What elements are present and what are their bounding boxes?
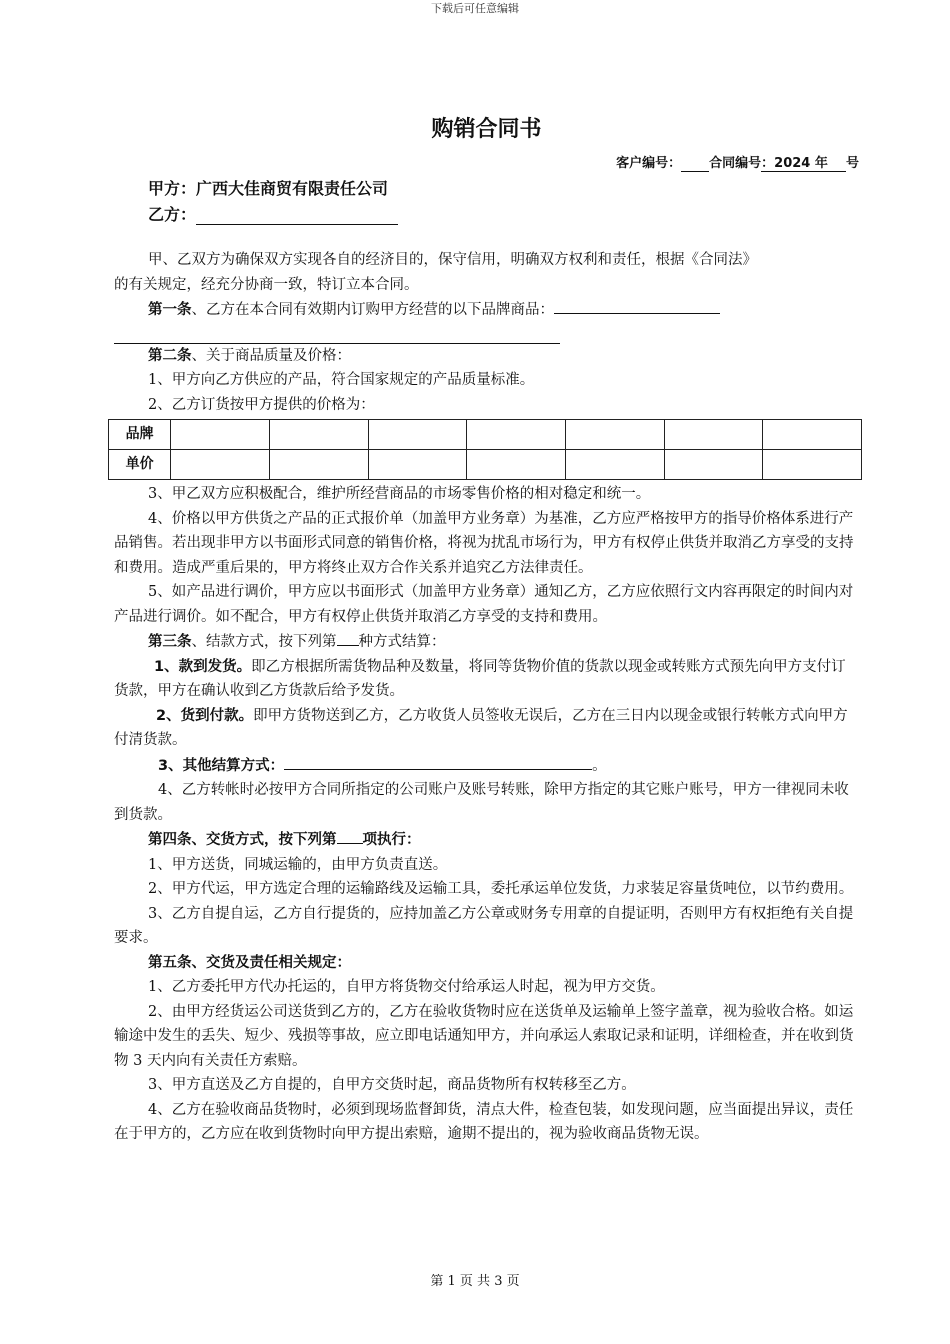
party-a-label: 甲方：	[148, 179, 197, 198]
article-2-heading: 第二条、关于商品质量及价格：	[148, 347, 351, 364]
contract-text	[114, 248, 859, 1147]
article-1: 第一条、乙方在本合同有效期内订购甲方经营的以下品牌商品：	[114, 297, 859, 323]
article-2-item-4: 4、价格以甲方供货之产品的正式报价单（加盖甲方业务章）为基准，乙方应严格按甲方的指导价格体系进行产品销售。若出现非甲方以书面形式同意的销售价格，将视为扰乱市场行为，甲方有权停止供货并取消乙方享受的支持和费用。造成严重后果的，甲方将终止双方合作关系并追究乙方法律责任。	[114, 510, 854, 576]
table-cell[interactable]	[664, 420, 763, 450]
article-5-heading: 第五条、交货及责任相关规定：	[148, 954, 351, 971]
table-cell[interactable]	[171, 450, 270, 480]
article-3-item-2: 2、货到付款。即甲方货物送到乙方，乙方收货人员签收无误后，乙方在三日内以现金或银行转帐方式向甲方付清货款。	[114, 707, 848, 748]
party-b	[148, 202, 398, 225]
article-5-item-2: 2、由甲方经货运公司送货到乙方的，乙方在验收货物时应在送货单及运输单上签字盖章，视为验收合格。如运输途中发生的丢失、短少、残损等事故，应立即电话通知甲方，并向承运人索取记录和证明，详细检查，并在收到货物 3 天内向有关责任方索赔。	[114, 1003, 854, 1069]
table-row	[109, 420, 862, 450]
brand-blank-line-2[interactable]	[114, 323, 560, 344]
party-a	[148, 176, 388, 199]
table-cell[interactable]	[565, 450, 664, 480]
table-cell[interactable]	[270, 420, 369, 450]
table-row	[109, 450, 862, 480]
article-4-heading: 第四条、交货方式，按下列第 项执行：	[114, 827, 859, 853]
hao-label: 号	[845, 156, 859, 171]
party-b-blank[interactable]	[196, 206, 398, 225]
table-cell[interactable]	[763, 420, 862, 450]
page-number: 第 1 页 共 3 页	[430, 1274, 520, 1289]
price-table	[108, 419, 862, 480]
customer-no-label: 客户编号：	[616, 156, 682, 171]
brand-label: 品牌	[109, 420, 171, 450]
contract-numbering	[616, 152, 859, 172]
table-cell[interactable]	[467, 450, 566, 480]
table-cell[interactable]	[270, 450, 369, 480]
article-3-item-1: 1、款到发货。即乙方根据所需货物品种及数量，将同等货物价值的货款以现金或转账方式预先向甲方支付订货款，甲方在确认收到乙方货款后给予发货。	[114, 658, 846, 699]
article-2-item-5: 5、如产品进行调价，甲方应以书面形式（加盖甲方业务章）通知乙方，乙方应依照行文内容再限定的时间内对产品进行调价。如不配合，甲方有权停止供货并取消乙方享受的支持和费用。	[114, 584, 854, 625]
article-5-item-4: 4、乙方在验收商品货物时，必须到现场监督卸货，清点大件，检查包装，如发现问题，应当面提出异议，责任在于甲方的，乙方应在收到货物时向甲方提出索赔，逾期不提出的，视为验收商品货物无误。	[114, 1101, 854, 1142]
contract-year[interactable]: ：2024 年	[761, 152, 846, 172]
article-3-heading: 第三条、结款方式，按下列第 种方式结算：	[114, 629, 859, 655]
article-4-item-1: 1、甲方送货，同城运输的，由甲方负责直送。	[148, 856, 448, 873]
header-note: 下载后可任意编辑	[431, 2, 519, 15]
table-cell[interactable]	[467, 420, 566, 450]
article-2-item-2: 2、乙方订货按甲方提供的价格为：	[148, 396, 375, 413]
article-5-item-1: 1、乙方委托甲方代办托运的，自甲方将货物交付给承运人时起，视为甲方交货。	[148, 979, 665, 995]
article-3-item-4: 4、乙方转帐时必按甲方合同所指定的公司账户及账号转账，除甲方指定的其它账户账号，甲方一律视同未收到货款。	[114, 782, 849, 823]
brand-blank[interactable]	[554, 297, 720, 314]
page-title: 购销合同书	[431, 117, 542, 142]
table-cell[interactable]	[664, 450, 763, 480]
other-payment-blank[interactable]	[284, 753, 592, 770]
article-4-item-3: 3、乙方自提自运，乙方自行提货的，应持加盖乙方公章或财务专用章的自提证明，否则甲方有权拒绝有关自提要求。	[114, 905, 854, 946]
table-cell[interactable]	[368, 450, 467, 480]
table-cell[interactable]	[171, 420, 270, 450]
contract-no-label: 合同编号	[709, 156, 762, 171]
table-cell[interactable]	[368, 420, 467, 450]
article-2-item-3: 3、甲乙双方应积极配合，维护所经营商品的市场零售价格的相对稳定和统一。	[148, 486, 651, 502]
party-a-name: 广西大佳商贸有限责任公司	[196, 179, 389, 198]
payment-method-blank[interactable]	[337, 629, 359, 646]
article-3-item-3: 3、其他结算方式： 。	[114, 753, 859, 779]
unit-price-label: 单价	[109, 450, 171, 480]
intro-line-1: 甲、乙双方为确保双方实现各自的经济目的，保守信用，明确双方权利和责任，根据《合同法》	[148, 252, 757, 268]
intro-line-2: 的有关规定，经充分协商一致，特订立本合同。	[114, 276, 419, 293]
party-b-label: 乙方：	[148, 205, 197, 224]
delivery-method-blank[interactable]	[337, 827, 363, 844]
article-2-item-1: 1、甲方向乙方供应的产品，符合国家规定的产品质量标准。	[148, 372, 535, 388]
table-cell[interactable]	[763, 450, 862, 480]
article-5-item-3: 3、甲方直送及乙方自提的，自甲方交货时起，商品货物所有权转移至乙方。	[148, 1077, 636, 1093]
article-4-item-2: 2、甲方代运，甲方选定合理的运输路线及运输工具，委托承运单位发货，力求装足容量货吨位，以节约费用。	[148, 881, 854, 897]
table-cell[interactable]	[565, 420, 664, 450]
customer-no-blank[interactable]	[681, 156, 709, 172]
